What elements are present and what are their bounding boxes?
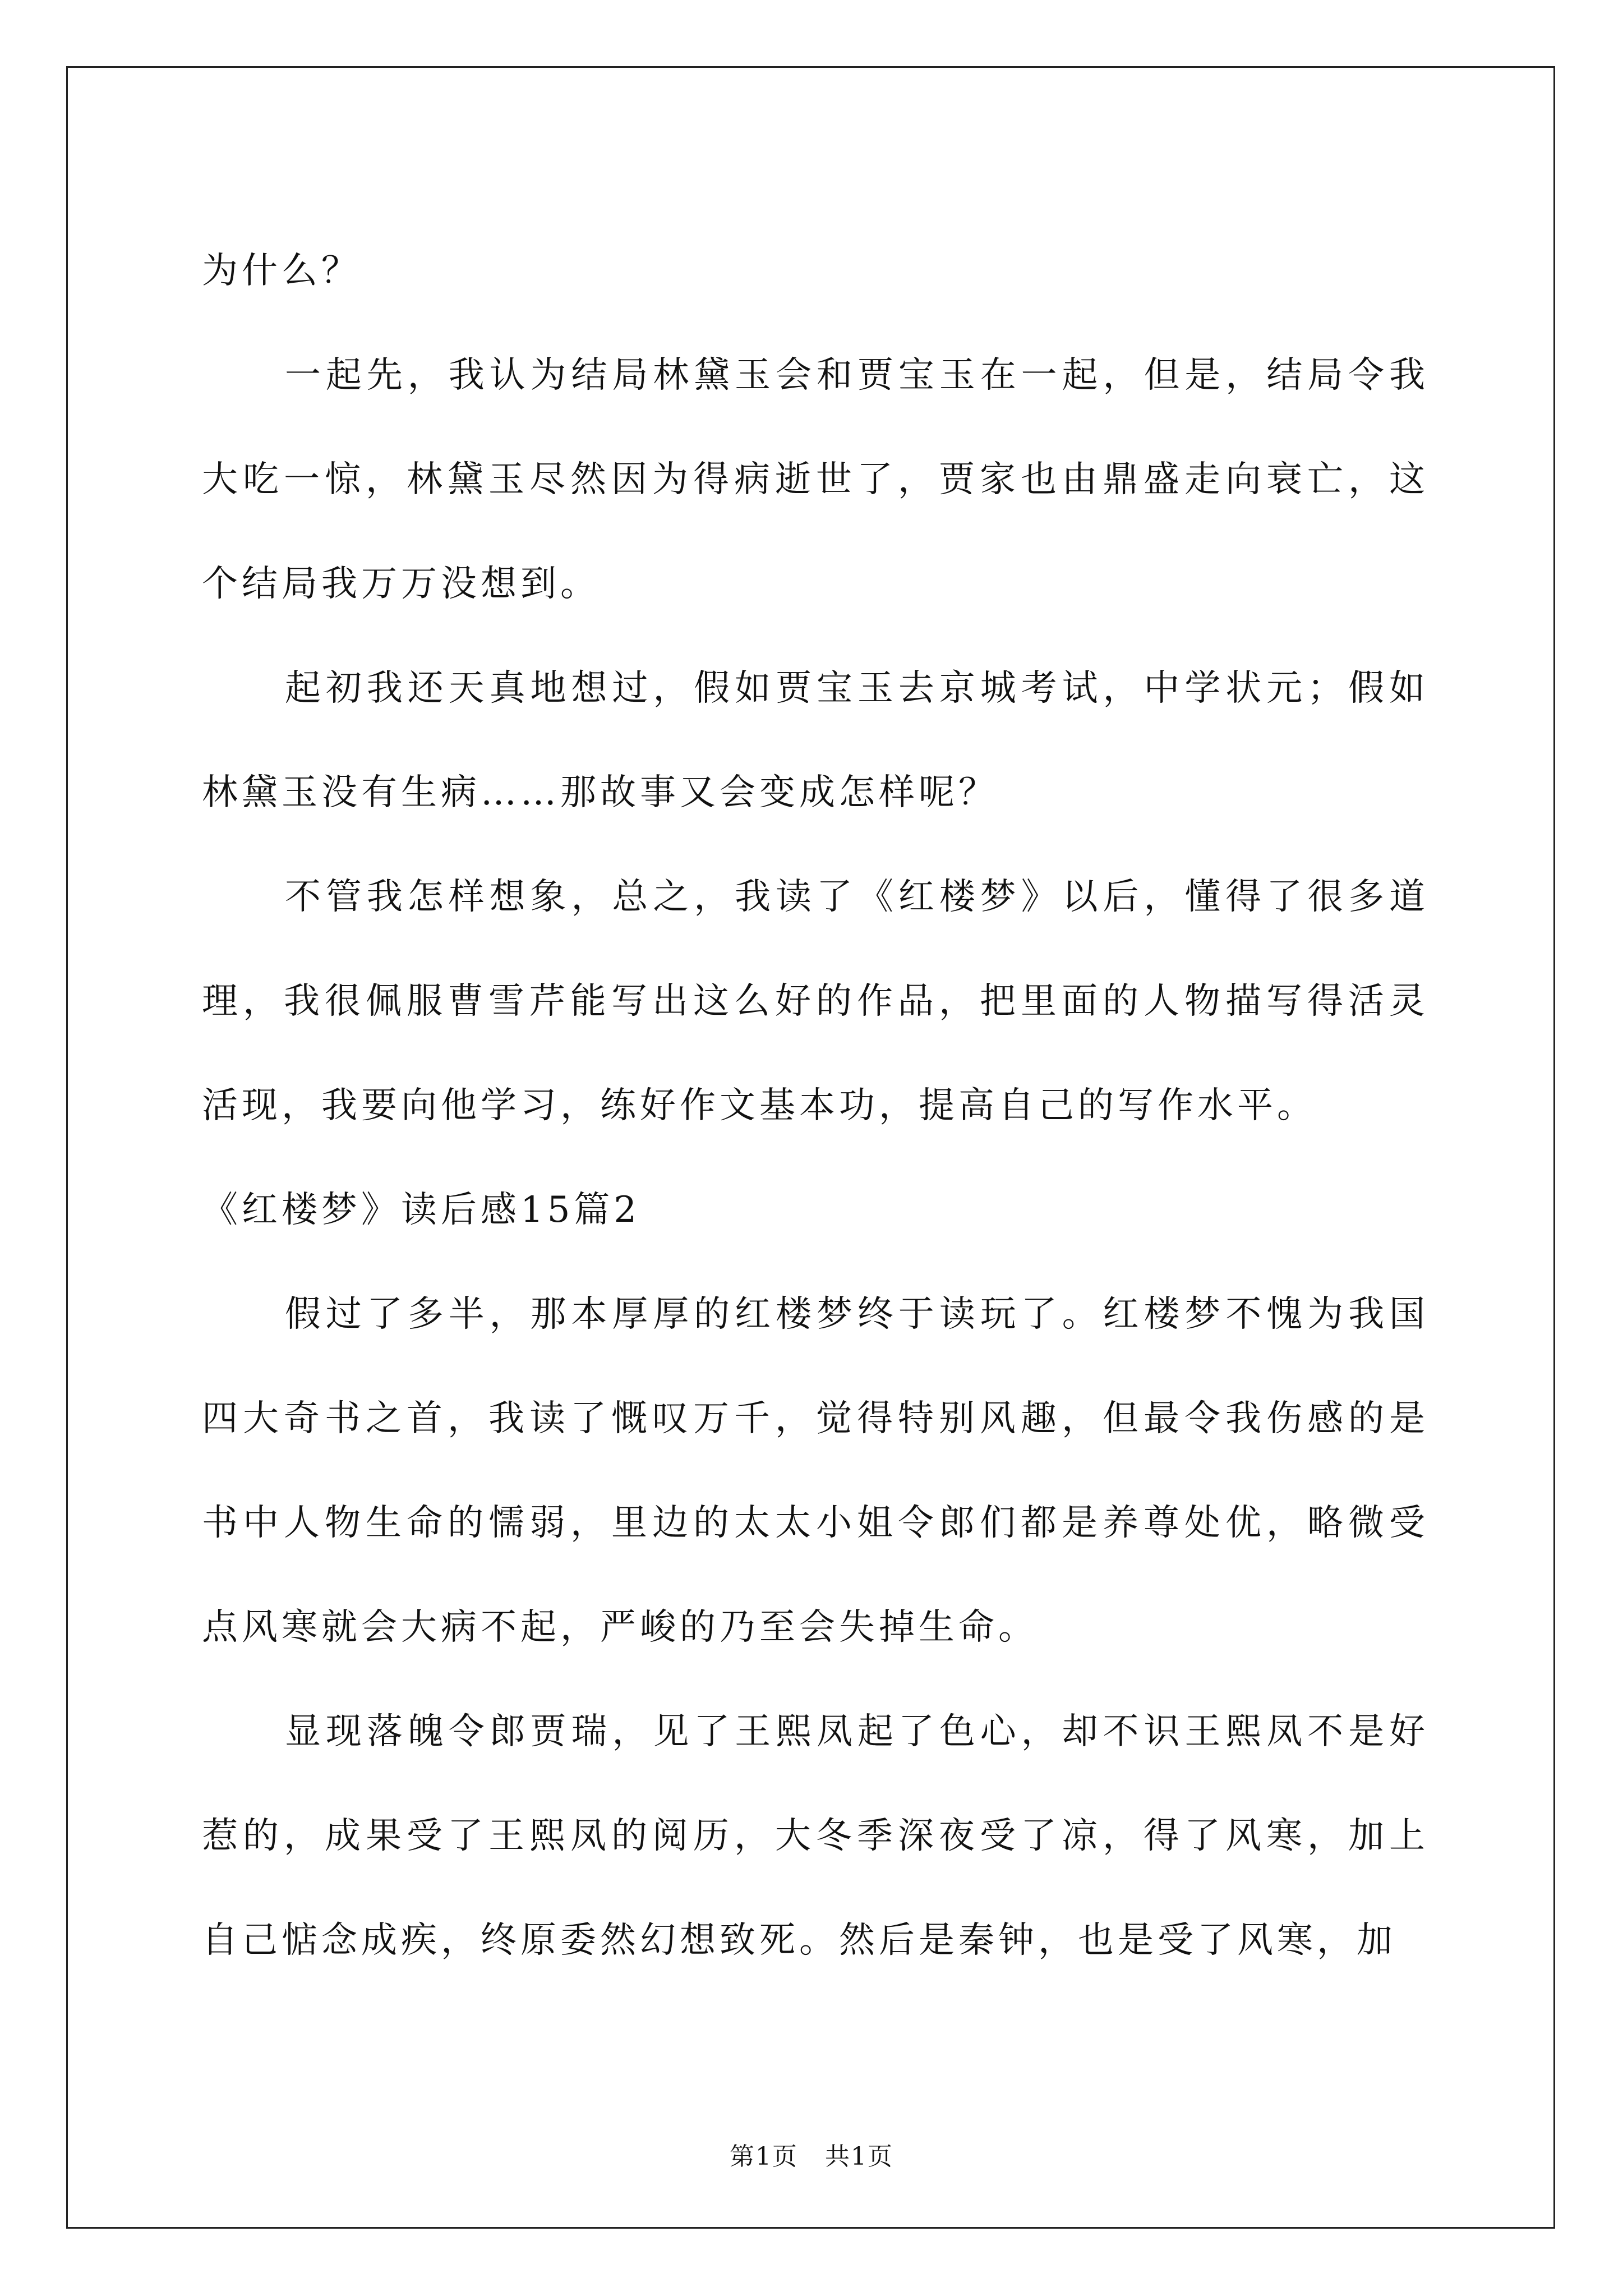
section-heading: 《红楼梦》读后感15篇2 bbox=[202, 1189, 641, 1231]
paragraph-continuation: 为什么？ bbox=[202, 250, 361, 292]
page-footer bbox=[0, 2136, 1623, 2172]
paragraph: 假过了多半，那本厚厚的红楼梦终于读玩了。红楼梦不愧为我国四大奇书之首，我读了慨叹万千，觉得特别风趣，但最令我伤感的是书中人物生命的懦弱，里边的太太小姐令郎们都是养尊处优，略微受点风寒就会大病不起，严峻的乃至会失掉生命。 bbox=[202, 1294, 1429, 1648]
paragraph: 一起先，我认为结局林黛玉会和贾宝玉在一起，但是，结局令我大吃一惊，林黛玉尽然因为得病逝世了，贾家也由鼎盛走向衰亡，这个结局我万万没想到。 bbox=[202, 355, 1429, 605]
document-body bbox=[202, 219, 1429, 1993]
page-number: 第1页 共1页 bbox=[730, 2142, 893, 2171]
paragraph: 起初我还天真地想过，假如贾宝玉去京城考试，中学状元；假如林黛玉没有生病……那故事又会变成怎样呢？ bbox=[202, 668, 1429, 813]
paragraph: 显现落魄令郎贾瑞，见了王熙凤起了色心，却不识王熙凤不是好惹的，成果受了王熙凤的阅历，大冬季深夜受了凉，得了风寒，加上自己惦念成疾，终原委然幻想致死。然后是秦钟，也是受了风寒，加 bbox=[202, 1711, 1429, 1961]
paragraph: 不管我怎样想象，总之，我读了《红楼梦》以后，懂得了很多道理，我很佩服曹雪芹能写出这么好的作品，把里面的人物描写得活灵活现，我要向他学习，练好作文基本功，提高自己的写作水平。 bbox=[202, 876, 1429, 1126]
